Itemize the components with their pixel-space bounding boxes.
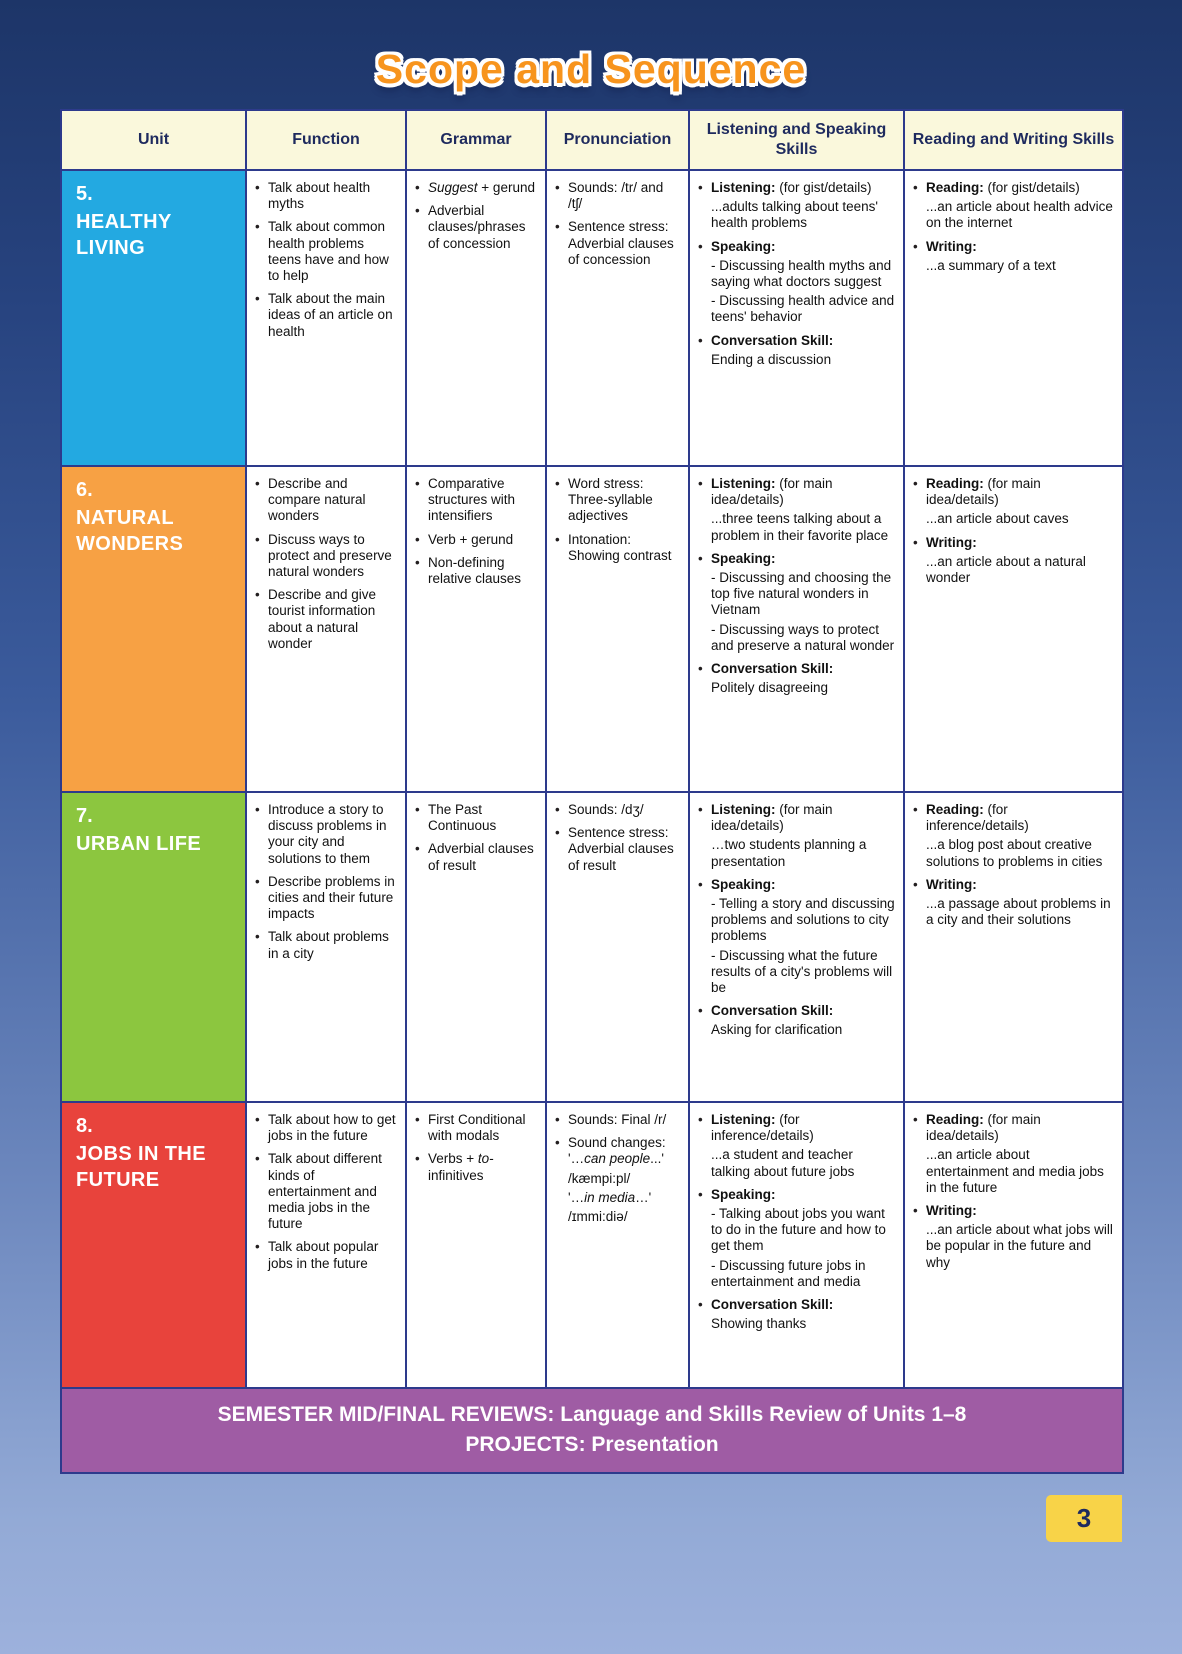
- cell-function: [246, 792, 406, 1102]
- unit-cell: [61, 792, 246, 1102]
- list-item: ...adults talking about teens' health problems: [711, 199, 878, 231]
- scope-sequence-table-wrap: [60, 109, 1122, 1474]
- unit-number: 5.: [76, 183, 93, 205]
- list-item: • Describe and compare natural wonders: [255, 476, 366, 524]
- footer-line-1: SEMESTER MID/FINAL REVIEWS: Language and Skills Review of Units 1–8: [217, 1403, 967, 1426]
- bullet-icon: •: [255, 219, 260, 235]
- list-item: • Intonation: Showing contrast: [555, 531, 672, 563]
- list-item: • Conversation Skill:: [698, 332, 834, 348]
- bullet-icon: •: [415, 802, 420, 817]
- list-item: • Talk about popular jobs in the future: [255, 1239, 379, 1271]
- page-number-tab: [1046, 1495, 1122, 1542]
- cell-function: [246, 1102, 406, 1388]
- cell-pronunciation: [546, 1102, 689, 1388]
- unit-label: [62, 171, 245, 273]
- bullet-icon: •: [913, 180, 918, 195]
- bullet-icon: •: [255, 180, 260, 195]
- list-item: • Sound changes: '…can people...': [555, 1135, 666, 1167]
- cell-grammar: [406, 170, 546, 466]
- cell-reading-writing: [904, 170, 1123, 466]
- unit-cell: [61, 170, 246, 466]
- list-item: ...three teens talking about a problem in their favorite place: [711, 511, 889, 543]
- unit-label: [62, 467, 245, 569]
- column-header-label: Reading and Writing Skills: [912, 131, 1115, 148]
- bullet-icon: •: [698, 332, 703, 348]
- unit-label: [62, 1103, 245, 1205]
- cell-pronunciation: [546, 466, 689, 792]
- bullet-icon: •: [913, 802, 918, 817]
- bullet-icon: •: [913, 876, 918, 892]
- cell-grammar: [406, 792, 546, 1102]
- list-item: ...an article about entertainment and media jobs in the future: [926, 1147, 1104, 1195]
- list-item: • Conversation Skill:: [698, 1003, 834, 1019]
- list-item: • Speaking:: [698, 550, 776, 566]
- list-item: • Writing:: [913, 534, 977, 550]
- list-item: • Conversation Skill:: [698, 1296, 834, 1312]
- cell-pronunciation: [546, 170, 689, 466]
- unit-number: 8.: [76, 1115, 93, 1137]
- list-item: • Sentence stress: Adverbial clauses of concession: [555, 219, 674, 267]
- table-row: [61, 170, 1123, 466]
- bullet-icon: •: [255, 1239, 260, 1255]
- bullet-icon: •: [415, 841, 420, 857]
- list-item: - Discussing and choosing the top five natural wonders in Vietnam: [711, 569, 892, 618]
- bullet-icon: •: [415, 1112, 420, 1127]
- bullet-icon: •: [255, 873, 260, 889]
- column-header-label: Unit: [137, 131, 170, 148]
- bullet-icon: •: [415, 554, 420, 570]
- list-item: ...a summary of a text: [926, 257, 1056, 273]
- table-header-row: [61, 110, 1123, 170]
- footer-banner: [61, 1388, 1123, 1473]
- list-item: - Telling a story and discussing problems and solutions to city problems: [711, 895, 895, 944]
- list-item: '…in media…': [568, 1189, 652, 1205]
- table-row: [61, 792, 1123, 1102]
- column-header: [61, 110, 246, 170]
- bullet-icon: •: [415, 1151, 420, 1167]
- bullet-icon: •: [698, 660, 703, 676]
- list-item: • Describe problems in cities and their future impacts: [255, 873, 395, 922]
- list-item: - Discussing health advice and teens' behavior: [711, 293, 895, 325]
- bullet-icon: •: [255, 1151, 260, 1167]
- bullet-icon: •: [415, 203, 420, 219]
- cell-grammar: [406, 1102, 546, 1388]
- cell-function: [246, 170, 406, 466]
- list-item: • Writing:: [913, 1202, 977, 1218]
- list-item: • Sentence stress: Adverbial clauses of result: [555, 825, 674, 873]
- bullet-icon: •: [913, 534, 918, 550]
- bullet-icon: •: [698, 1296, 703, 1312]
- list-item: • Non-defining relative clauses: [415, 554, 522, 586]
- column-header: [406, 110, 546, 170]
- footer-line-2: PROJECTS: Presentation: [465, 1433, 719, 1457]
- page-title: Scope and Sequence: [375, 46, 807, 92]
- list-item: • Talk about how to get jobs in the future: [255, 1112, 396, 1144]
- list-item: /kæmpi:pl/: [568, 1170, 631, 1186]
- cell-pronunciation: [546, 792, 689, 1102]
- list-item: • Listening: (for main idea/details): [698, 802, 833, 834]
- list-item: • Reading: (for main idea/details): [913, 1112, 1041, 1144]
- bullet-icon: •: [255, 587, 260, 603]
- bullet-icon: •: [415, 180, 420, 195]
- list-item: • Suggest + gerund: [415, 180, 535, 195]
- table-row: [61, 466, 1123, 792]
- list-item: • Listening: (for inference/details): [698, 1112, 814, 1144]
- bullet-icon: •: [913, 238, 918, 254]
- list-item: • Sounds: Final /r/: [555, 1112, 667, 1127]
- cell-reading-writing: [904, 466, 1123, 792]
- column-header-label: Listening and Speaking Skills: [706, 121, 887, 158]
- list-item: • The Past Continuous: [415, 802, 497, 834]
- list-item: ...a passage about problems in a city and their solutions: [926, 895, 1111, 928]
- list-item: • Talk about health myths: [255, 180, 371, 212]
- bullet-icon: •: [255, 531, 260, 547]
- column-header-label: Pronunciation: [563, 131, 672, 148]
- list-item: Ending a discussion: [711, 351, 832, 367]
- list-item: • Word stress: Three-syllable adjectives: [555, 476, 653, 524]
- column-header: [904, 110, 1123, 170]
- column-header-label: Function: [292, 131, 360, 148]
- bullet-icon: •: [698, 876, 703, 892]
- bullet-icon: •: [913, 1112, 918, 1127]
- cell-listening-speaking: [689, 466, 904, 792]
- bullet-icon: •: [555, 825, 560, 841]
- unit-name: JOBS IN THE FUTURE: [76, 1143, 206, 1191]
- list-item: Asking for clarification: [711, 1022, 843, 1038]
- list-item: • Sounds: /tr/ and /tʃ/: [555, 180, 664, 212]
- list-item: • Verbs + to-infinitives: [415, 1151, 494, 1183]
- list-item: • Talk about the main ideas of an article on health: [255, 291, 393, 339]
- bullet-icon: •: [255, 291, 260, 307]
- cell-grammar: [406, 466, 546, 792]
- cell-reading-writing: [904, 1102, 1123, 1388]
- list-item: • Describe and give tourist information about a natural wonder: [255, 587, 377, 651]
- cell-reading-writing: [904, 792, 1123, 1102]
- list-item: - Talking about jobs you want to do in the future and how to get them: [711, 1205, 886, 1254]
- column-header: [689, 110, 904, 170]
- bullet-icon: •: [555, 219, 560, 235]
- cell-listening-speaking: [689, 170, 904, 466]
- bullet-icon: •: [698, 238, 703, 254]
- list-item: …two students planning a presentation: [711, 837, 867, 869]
- list-item: • Adverbial clauses/phrases of concession: [415, 203, 526, 251]
- cell-listening-speaking: [689, 1102, 904, 1388]
- list-item: ...an article about caves: [926, 511, 1069, 527]
- list-item: • Conversation Skill:: [698, 660, 834, 676]
- list-item: • First Conditional with modals: [415, 1112, 526, 1144]
- page-number: 3: [1076, 1503, 1092, 1533]
- list-item: • Listening: (for main idea/details): [698, 476, 833, 508]
- bullet-icon: •: [913, 1202, 918, 1218]
- unit-name: HEALTHY LIVING: [76, 211, 172, 259]
- bullet-icon: •: [555, 180, 560, 195]
- list-item: • Talk about common health problems teens have and how to help: [255, 219, 389, 283]
- column-header: [246, 110, 406, 170]
- unit-number: 6.: [76, 479, 93, 501]
- list-item: • Talk about problems in a city: [255, 929, 389, 961]
- cell-listening-speaking: [689, 792, 904, 1102]
- list-item: • Talk about different kinds of entertainment and media jobs in the future: [255, 1151, 382, 1232]
- bullet-icon: •: [255, 476, 260, 491]
- bullet-icon: •: [698, 550, 703, 566]
- bullet-icon: •: [555, 1135, 560, 1151]
- list-item: • Speaking:: [698, 238, 776, 254]
- bullet-icon: •: [698, 476, 703, 491]
- unit-label: [62, 793, 245, 869]
- bullet-icon: •: [415, 476, 420, 491]
- list-item: - Discussing ways to protect and preserve a natural wonder: [711, 621, 895, 653]
- list-item: • Comparative structures with intensifiers: [415, 476, 516, 524]
- list-item: ...an article about health advice on the internet: [926, 199, 1113, 231]
- bullet-icon: •: [698, 1186, 703, 1202]
- footer-banner-cell: [61, 1388, 1123, 1473]
- list-item: • Reading: (for inference/details): [913, 802, 1029, 834]
- list-item: • Writing:: [913, 876, 977, 892]
- list-item: • Discuss ways to protect and preserve natural wonders: [255, 531, 392, 579]
- table-row: [61, 1102, 1123, 1388]
- bullet-icon: •: [255, 1112, 260, 1127]
- bullet-icon: •: [415, 531, 420, 547]
- list-item: • Speaking:: [698, 876, 776, 892]
- bullet-icon: •: [698, 1003, 703, 1019]
- bullet-icon: •: [555, 531, 560, 547]
- scope-sequence-table: [60, 109, 1124, 1474]
- list-item: • Reading: (for main idea/details): [913, 476, 1041, 508]
- unit-cell: [61, 1102, 246, 1388]
- list-item: /ɪmmi:diə/: [568, 1208, 628, 1224]
- list-item: • Reading: (for gist/details): [913, 180, 1080, 195]
- bullet-icon: •: [698, 180, 703, 195]
- list-item: • Listening: (for gist/details): [698, 180, 872, 195]
- unit-number: 7.: [76, 805, 93, 827]
- unit-name: NATURAL WONDERS: [76, 507, 184, 555]
- list-item: • Speaking:: [698, 1186, 776, 1202]
- list-item: - Discussing what the future results of a city's problems will be: [711, 947, 893, 995]
- bullet-icon: •: [555, 802, 560, 817]
- list-item: ...a blog post about creative solutions to problems in cities: [926, 837, 1103, 869]
- bullet-icon: •: [698, 802, 703, 817]
- list-item: • Sounds: /dʒ/: [555, 802, 644, 817]
- list-item: Politely disagreeing: [711, 680, 829, 696]
- bullet-icon: •: [255, 929, 260, 945]
- list-item: ...an article about a natural wonder: [926, 553, 1086, 585]
- list-item: • Verb + gerund: [415, 531, 514, 547]
- list-item: ...a student and teacher talking about future jobs: [711, 1147, 855, 1179]
- bullet-icon: •: [913, 476, 918, 491]
- list-item: • Introduce a story to discuss problems in your city and solutions to them: [255, 802, 387, 866]
- unit-name: URBAN LIFE: [76, 833, 202, 855]
- list-item: • Adverbial clauses of result: [415, 841, 534, 873]
- list-item: Showing thanks: [711, 1316, 807, 1332]
- bullet-icon: •: [255, 802, 260, 817]
- bullet-icon: •: [698, 1112, 703, 1127]
- list-item: - Discussing future jobs in entertainment and media: [711, 1257, 866, 1289]
- column-header: [546, 110, 689, 170]
- bullet-icon: •: [555, 1112, 560, 1127]
- unit-cell: [61, 466, 246, 792]
- cell-function: [246, 466, 406, 792]
- list-item: • Writing:: [913, 238, 977, 254]
- bullet-icon: •: [555, 476, 560, 491]
- column-header-label: Grammar: [440, 131, 512, 148]
- list-item: - Discussing health myths and saying what doctors suggest: [711, 257, 892, 289]
- list-item: ...an article about what jobs will be popular in the future and why: [926, 1222, 1113, 1270]
